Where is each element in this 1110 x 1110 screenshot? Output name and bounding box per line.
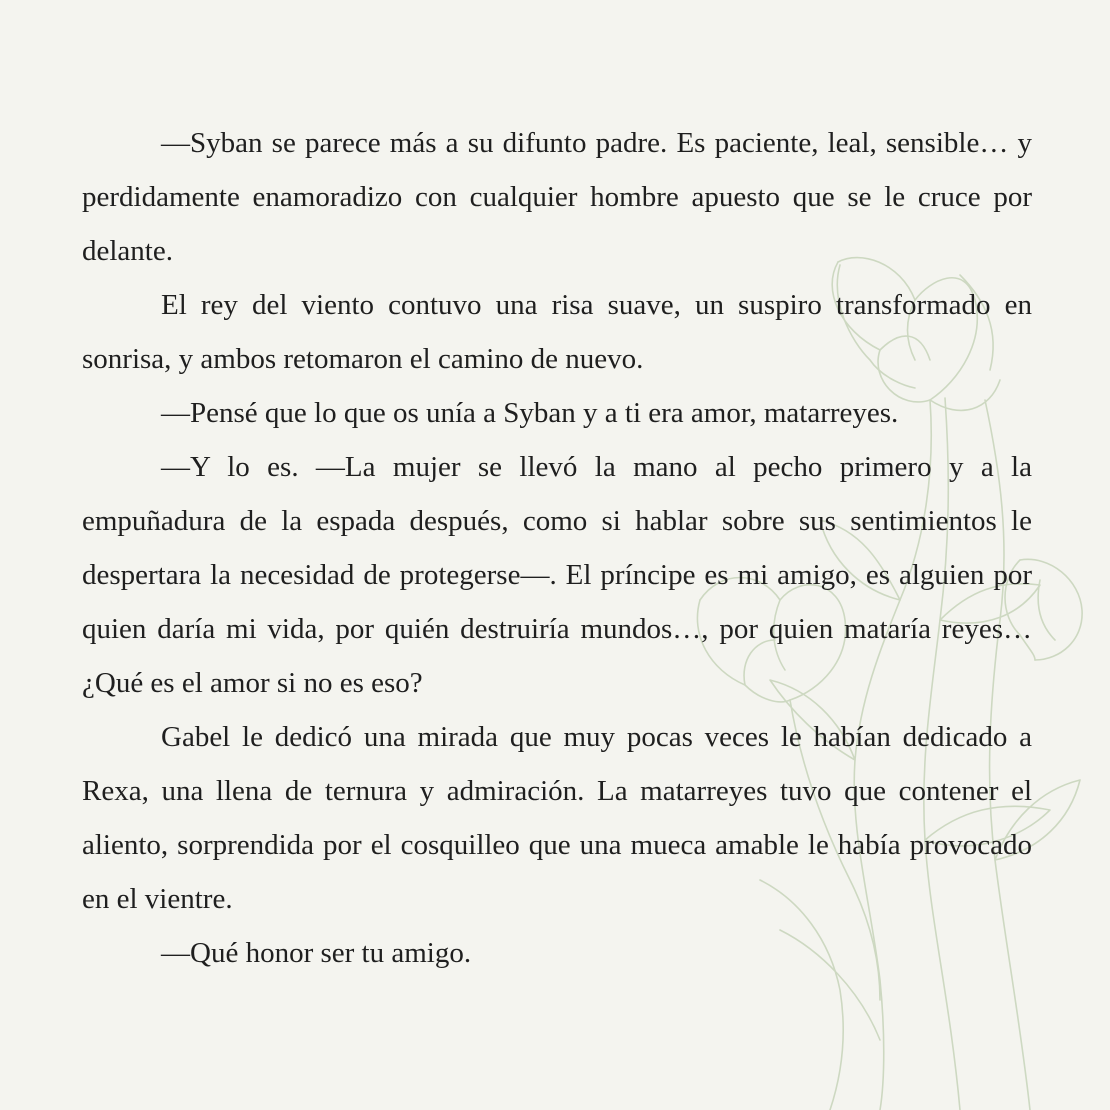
paragraph: —Pensé que lo que os unía a Syban y a ti era amor, matarreyes. [161, 397, 899, 429]
book-page-text [82, 116, 1032, 980]
paragraph: —Syban se parece más a su difunto padre. Es paciente, leal, sensible… y perdidamente enamoradizo con cualquier hombre apuesto que se le cruce por delante. [82, 127, 1032, 267]
paragraph: El rey del viento contuvo una risa suave, un suspiro transformado en sonrisa, y ambos retomaron el camino de nuevo. [82, 289, 1032, 375]
paragraph: Gabel le dedicó una mirada que muy pocas veces le habían dedicado a Rexa, una llena de ternura y admiración. La matarreyes tuvo que contener el aliento, sorprendida por el cosquilleo que una mueca amable le había provocado en el vientre. [82, 721, 1032, 915]
paragraph: —Y lo es. —La mujer se llevó la mano al pecho primero y a la empuñadura de la espada después, como si hablar sobre sus sentimientos le despertara la necesidad de protegerse—. El príncipe es mi amigo, es alguien por quien daría mi vida, por quién destruiría mundos…, por quien mataría reyes… ¿Qué es el amor si no es eso? [82, 451, 1032, 699]
paragraph: —Qué honor ser tu amigo. [161, 937, 472, 969]
